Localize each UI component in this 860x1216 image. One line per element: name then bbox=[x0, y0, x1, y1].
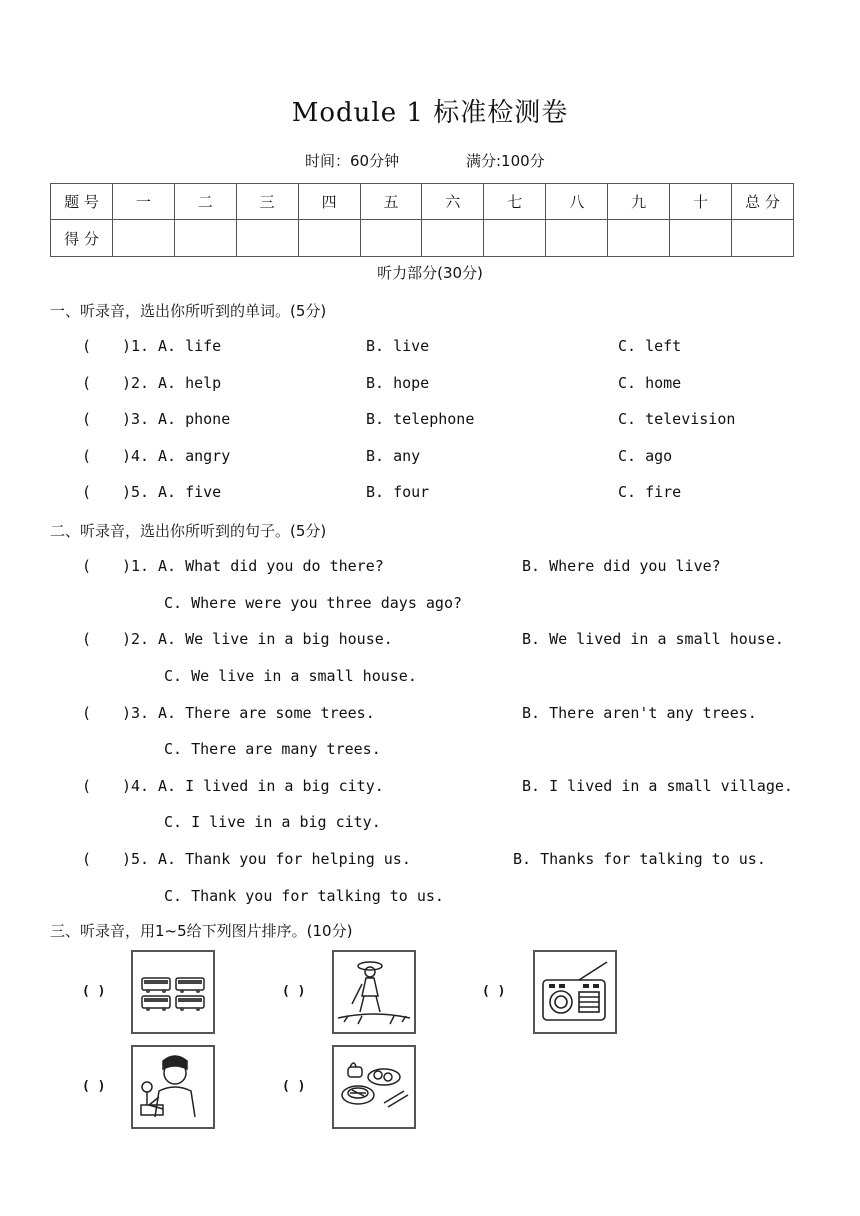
option-a: A. life bbox=[158, 337, 222, 355]
radio-picture bbox=[533, 950, 617, 1034]
item-number: )3. bbox=[122, 704, 150, 722]
score-cell[interactable] bbox=[298, 220, 360, 257]
picture-answer-paren[interactable]: ( ) bbox=[482, 984, 506, 999]
food-plate-picture bbox=[332, 1045, 416, 1129]
food-plate-icon bbox=[334, 1047, 414, 1127]
farmer-icon bbox=[334, 952, 414, 1032]
answer-paren[interactable]: ( bbox=[82, 777, 92, 795]
col-2: 二 bbox=[174, 184, 236, 220]
col-6: 六 bbox=[422, 184, 484, 220]
score-cell[interactable] bbox=[484, 220, 546, 257]
option-c: C. We live in a small house. bbox=[164, 667, 417, 685]
option-c: C. home bbox=[618, 374, 682, 392]
score-table-score-row bbox=[51, 220, 794, 257]
option-c: C. television bbox=[618, 410, 736, 428]
option-a: A. angry bbox=[158, 447, 231, 465]
picture-answer-paren[interactable]: ( ) bbox=[282, 1079, 306, 1094]
item-number: )4. bbox=[122, 777, 150, 795]
col-1: 一 bbox=[112, 184, 174, 220]
answer-paren[interactable]: ( bbox=[82, 374, 92, 392]
score-table-header-row bbox=[51, 184, 794, 220]
col-5: 五 bbox=[360, 184, 422, 220]
answer-paren[interactable]: ( bbox=[82, 630, 92, 648]
answer-paren[interactable]: ( bbox=[82, 704, 92, 722]
option-b: B. There aren't any trees. bbox=[522, 704, 757, 722]
option-a: A. I lived in a big city. bbox=[158, 777, 384, 795]
option-b: B. We lived in a small house. bbox=[522, 630, 784, 648]
listening-header: 听力部分(30分) bbox=[377, 264, 483, 282]
full-score-label: 满分:100分 bbox=[466, 152, 545, 170]
row-header-number: 题 号 bbox=[51, 184, 113, 220]
option-b: B. live bbox=[366, 337, 430, 355]
col-7: 七 bbox=[484, 184, 546, 220]
row-header-score: 得 分 bbox=[51, 220, 113, 257]
item-number: )4. bbox=[122, 447, 150, 465]
option-c: C. ago bbox=[618, 447, 673, 465]
col-4: 四 bbox=[298, 184, 360, 220]
buses-picture bbox=[131, 950, 215, 1034]
picture-answer-paren[interactable]: ( ) bbox=[82, 1079, 106, 1094]
boy-phone-icon bbox=[133, 1047, 213, 1127]
time-label: 时间：60分钟 bbox=[305, 152, 400, 170]
answer-paren[interactable]: ( bbox=[82, 483, 92, 501]
option-a: A. help bbox=[158, 374, 222, 392]
score-cell[interactable] bbox=[174, 220, 236, 257]
picture-answer-paren[interactable]: ( ) bbox=[282, 984, 306, 999]
col-9: 九 bbox=[608, 184, 670, 220]
item-number: )2. bbox=[122, 374, 150, 392]
farmer-picture bbox=[332, 950, 416, 1034]
answer-paren[interactable]: ( bbox=[82, 410, 92, 428]
answer-paren[interactable]: ( bbox=[82, 557, 92, 575]
option-c: C. There are many trees. bbox=[164, 740, 381, 758]
option-a: A. five bbox=[158, 483, 222, 501]
answer-paren[interactable]: ( bbox=[82, 850, 92, 868]
score-cell[interactable] bbox=[670, 220, 732, 257]
option-c: C. Where were you three days ago? bbox=[164, 594, 463, 612]
score-cell[interactable] bbox=[422, 220, 484, 257]
item-number: )5. bbox=[122, 850, 150, 868]
item-number: )1. bbox=[122, 337, 150, 355]
picture-answer-paren[interactable]: ( ) bbox=[82, 984, 106, 999]
option-b: B. Thanks for talking to us. bbox=[513, 850, 766, 868]
score-cell[interactable] bbox=[731, 220, 793, 257]
item-number: )5. bbox=[122, 483, 150, 501]
score-cell[interactable] bbox=[360, 220, 422, 257]
option-c: C. I live in a big city. bbox=[164, 813, 381, 831]
score-cell[interactable] bbox=[608, 220, 670, 257]
score-cell[interactable] bbox=[112, 220, 174, 257]
option-a: A. We live in a big house. bbox=[158, 630, 393, 648]
page-title: Module 1 标准检测卷 bbox=[291, 98, 569, 128]
option-b: B. telephone bbox=[366, 410, 475, 428]
option-b: B. Where did you live? bbox=[522, 557, 721, 575]
option-c: C. Thank you for talking to us. bbox=[164, 887, 444, 905]
option-c: C. fire bbox=[618, 483, 682, 501]
option-c: C. left bbox=[618, 337, 682, 355]
option-a: A. Thank you for helping us. bbox=[158, 850, 411, 868]
score-table bbox=[50, 183, 794, 257]
option-b: B. I lived in a small village. bbox=[522, 777, 793, 795]
option-a: A. phone bbox=[158, 410, 231, 428]
section3-title: 三、听录音，用1~5给下列图片排序。(10分) bbox=[50, 922, 353, 940]
col-total: 总 分 bbox=[731, 184, 793, 220]
col-8: 八 bbox=[546, 184, 608, 220]
radio-icon bbox=[535, 952, 615, 1032]
col-3: 三 bbox=[236, 184, 298, 220]
boy-phone-picture bbox=[131, 1045, 215, 1129]
answer-paren[interactable]: ( bbox=[82, 447, 92, 465]
answer-paren[interactable]: ( bbox=[82, 337, 92, 355]
section1-title: 一、听录音，选出你所听到的单词。(5分) bbox=[50, 302, 327, 320]
score-cell[interactable] bbox=[236, 220, 298, 257]
buses-icon bbox=[133, 952, 213, 1032]
option-b: B. any bbox=[366, 447, 421, 465]
item-number: )1. bbox=[122, 557, 150, 575]
section2-title: 二、听录音，选出你所听到的句子。(5分) bbox=[50, 522, 327, 540]
option-b: B. four bbox=[366, 483, 430, 501]
item-number: )2. bbox=[122, 630, 150, 648]
item-number: )3. bbox=[122, 410, 150, 428]
col-10: 十 bbox=[670, 184, 732, 220]
option-b: B. hope bbox=[366, 374, 430, 392]
score-cell[interactable] bbox=[546, 220, 608, 257]
option-a: A. There are some trees. bbox=[158, 704, 375, 722]
option-a: A. What did you do there? bbox=[158, 557, 384, 575]
